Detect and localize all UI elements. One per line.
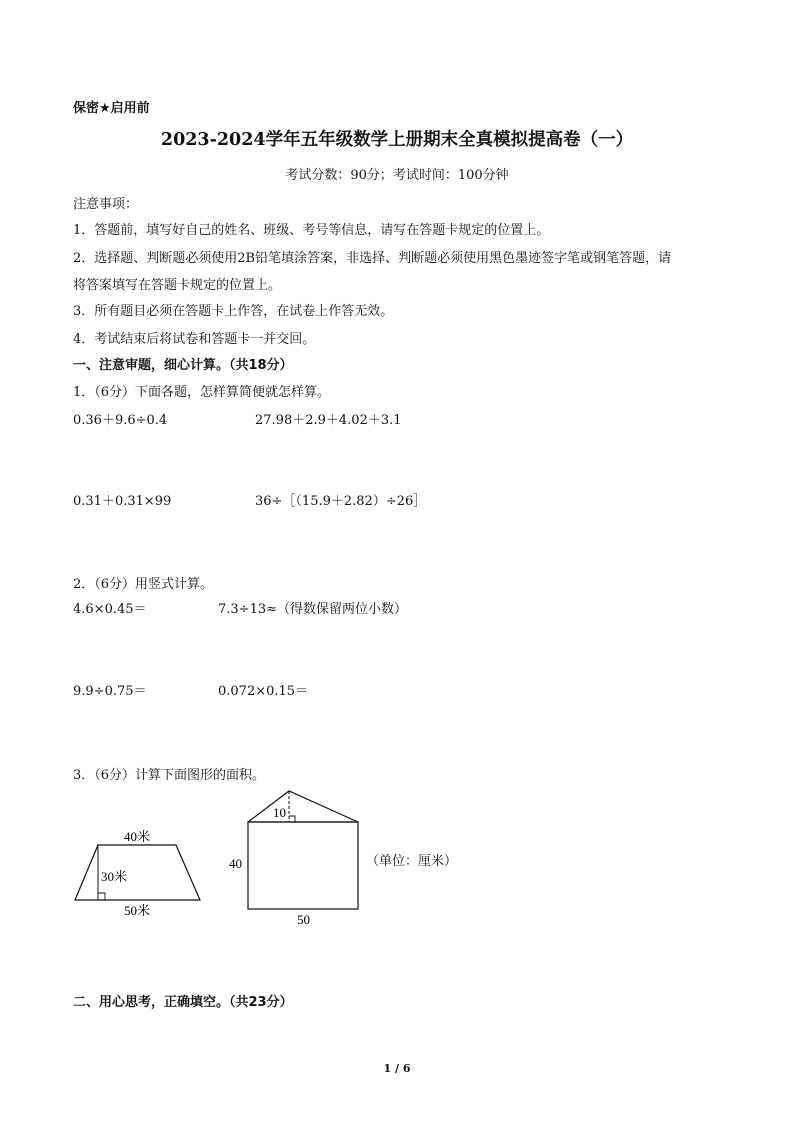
house-rectangle: [248, 822, 358, 909]
trapezoid-bottom-label: 50米: [124, 903, 151, 918]
q3-stem: 3．（6分）计算下面图形的面积。: [73, 768, 266, 783]
trapezoid-top-label: 40米: [124, 829, 151, 844]
secret-mark: 保密★启用前: [73, 101, 150, 116]
note-item-1: 1．答题前，填写好自己的姓名、班级、考号等信息，请写在答题卡规定的位置上。: [73, 223, 550, 238]
exam-title: 2023-2024学年五年级数学上册期末全真模拟提高卷（一）: [160, 130, 634, 150]
note-item-3: 3．所有题目必须在答题卡上作答，在试卷上作答无效。: [73, 304, 394, 319]
house-roof: [248, 791, 358, 822]
right-angle-mark: [289, 816, 295, 822]
q1-stem: 1．（6分）下面各题，怎样算简便就怎样算。: [73, 385, 331, 400]
trapezoid-shape: [75, 845, 200, 900]
note-item-4: 4．考试结束后将试卷和答题卡一并交回。: [73, 332, 316, 347]
q2-expr-3: 9.9÷0.75＝: [73, 684, 147, 699]
section1-heading: 一、注意审题，细心计算。（共18分）: [73, 358, 293, 373]
notes-heading: 注意事项：: [73, 197, 139, 212]
section2-heading: 二、用心思考，正确填空。（共23分）: [73, 995, 293, 1010]
house-side-label: 40: [229, 856, 242, 871]
roof-height-label: 10: [273, 805, 286, 820]
note-item-2: 2．选择题、判断题必须使用2B铅笔填涂答案，非选择、判断题必须使用黑色墨迹签字笔或钢笔答题，请: [73, 251, 672, 266]
right-angle-mark: [98, 893, 105, 900]
q1-expr-3: 0.31＋0.31×99: [73, 494, 172, 509]
exam-subtitle: 考试分数：90分；考试时间：100分钟: [285, 168, 509, 183]
note-item-2-cont: 将答案填写在答题卡规定的位置上。: [73, 278, 282, 293]
house-figure: [225, 788, 365, 928]
trapezoid-figure: [70, 826, 210, 922]
q2-expr-1: 4.6×0.45＝: [73, 602, 147, 617]
unit-note: （单位：厘米）: [366, 854, 458, 869]
house-base-label: 50: [297, 912, 310, 927]
trapezoid-height-label: 30米: [101, 869, 128, 884]
q1-expr-4: 36÷［（15.9＋2.82）÷26］: [255, 494, 427, 509]
page-number: 1 / 6: [383, 1062, 411, 1075]
q1-expr-2: 27.98＋2.9＋4.02＋3.1: [255, 413, 402, 428]
q1-expr-1: 0.36＋9.6÷0.4: [73, 413, 168, 428]
q2-expr-4: 0.072×0.15＝: [218, 684, 309, 699]
q2-expr-2: 7.3÷13≈（得数保留两位小数）: [218, 602, 408, 617]
q2-stem: 2．（6分）用竖式计算。: [73, 577, 214, 592]
